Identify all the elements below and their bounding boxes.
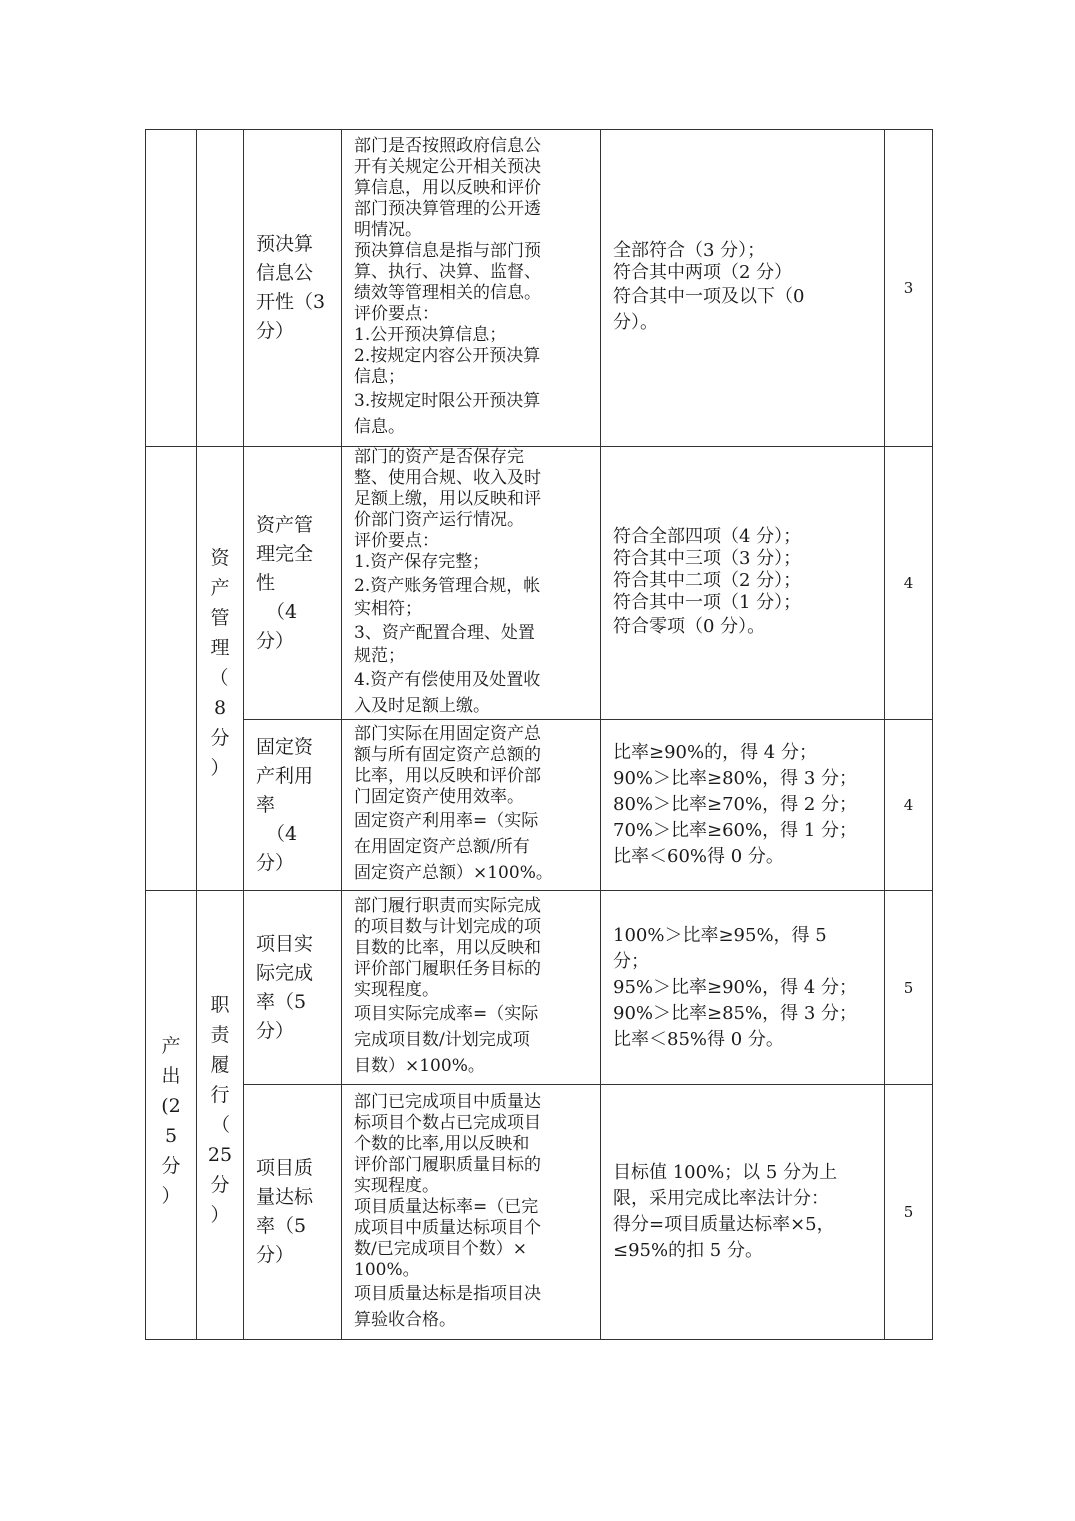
description-cell: 部门是否按照政府信息公 开有关规定公开相关预决 算信息，用以反映和评价 部门预决算管理的公开透 明情况。 预决算信息是指与部门预 算、执行、决算、监督、 绩效等管理相关的信息。 评价要点： 1.公开预决算信息； 2.按规定内容公开预决算 信息； 3.按规定时限公开预决算 信息。 <box>342 130 601 447</box>
score-cell: 3 <box>885 130 933 447</box>
criteria-cell: 目标值 100%；以 5 分为上 限，采用完成比率法计分： 得分=项目质量达标率×5， ≤95%的扣 5 分。 <box>601 1085 885 1340</box>
criteria-cell: 100%＞比率≥95%，得 5 分； 95%＞比率≥90%，得 4 分； 90%＞比率≥85%，得 3 分； 比率＜85%得 0 分。 <box>601 891 885 1085</box>
indicator-cell: 项目实 际完成 率（5 分） <box>244 891 342 1085</box>
table-row <box>146 1085 933 1340</box>
description-cell: 部门履行职责而实际完成 的项目数与计划完成的项 目数的比率，用以反映和 评价部门履职任务目标的 实现程度。 项目实际完成率=（实际 完成项目数/计划完成项 目数）×100%。 <box>342 891 601 1085</box>
score-cell: 4 <box>885 720 933 891</box>
criteria-cell: 符合全部四项（4 分）； 符合其中三项（3 分）； 符合其中二项（2 分）； 符合其中一项（1 分）； 符合零项（0 分）。 <box>601 447 885 720</box>
indicator-cell: 资产管 理完全 性 （4 分） <box>244 447 342 720</box>
indicator-cell: 预决算 信息公 开性（3 分） <box>244 130 342 447</box>
level1-cell-top <box>146 130 197 447</box>
score-cell: 5 <box>885 891 933 1085</box>
score-cell: 4 <box>885 447 933 720</box>
criteria-cell: 比率≥90%的，得 4 分； 90%＞比率≥80%，得 3 分； 80%＞比率≥70%，得 2 分； 70%＞比率≥60%，得 1 分； 比率＜60%得 0 分。 <box>601 720 885 891</box>
indicator-cell: 项目质 量达标 率（5 分） <box>244 1085 342 1340</box>
table-row <box>146 891 933 1085</box>
description-cell: 部门的资产是否保存完 整、使用合规、收入及时 足额上缴，用以反映和评 价部门资产运行情况。 评价要点： 1.资产保存完整； 2.资产账务管理合规，帐 实相符； 3、资产配置合理、处置 规范； 4.资产有偿使用及处置收 入及时足额上缴。 <box>342 447 601 720</box>
description-cell: 部门已完成项目中质量达 标项目个数占已完成项目 个数的比率,用以反映和 评价部门履职质量目标的 实现程度。 项目质量达标率=（已完 成项目中质量达标项目个 数/已完成项目个数）× 100%。 项目质量达标是指项目决 算验收合格。 <box>342 1085 601 1340</box>
evaluation-table <box>145 129 933 1340</box>
level1-output: 产 出 (2 5 分 ） <box>146 891 197 1340</box>
level1-cell-empty <box>146 447 197 891</box>
table-row <box>146 447 933 720</box>
table-row <box>146 130 933 447</box>
score-cell: 5 <box>885 1085 933 1340</box>
table-row <box>146 720 933 891</box>
indicator-cell: 固定资 产利用 率 （4 分） <box>244 720 342 891</box>
level2-cell-top <box>197 130 244 447</box>
criteria-cell: 全部符合（3 分）； 符合其中两项（2 分） 符合其中一项及以下（0 分）。 <box>601 130 885 447</box>
level2-asset-management: 资 产 管 理 （ 8 分 ） <box>197 447 244 891</box>
level2-duty-performance: 职 责 履 行 （ 25 分 ） <box>197 891 244 1340</box>
description-cell: 部门实际在用固定资产总 额与所有固定资产总额的 比率，用以反映和评价部 门固定资产使用效率。 固定资产利用率=（实际 在用固定资产总额/所有 固定资产总额）×100%。 <box>342 720 601 891</box>
